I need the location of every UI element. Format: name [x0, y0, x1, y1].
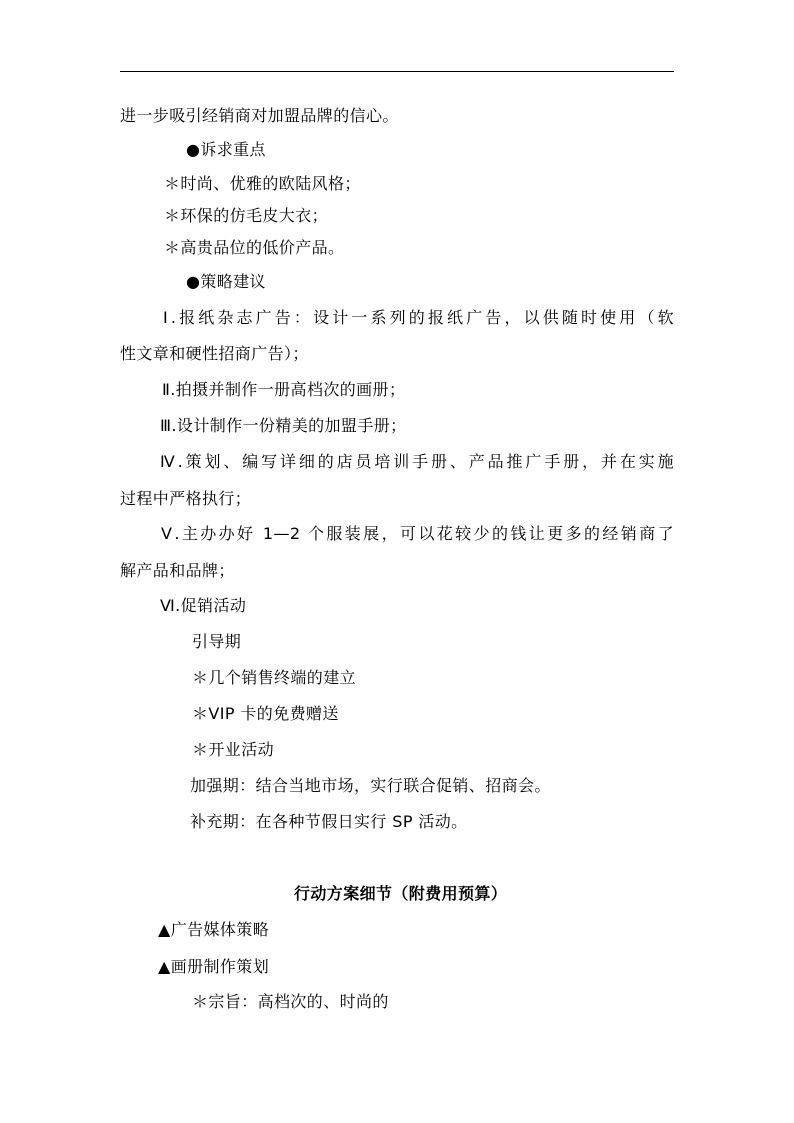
subsection-heading: ▲画册制作策划	[158, 957, 270, 976]
section-title: 行动方案细节（附费用预算）	[294, 884, 508, 903]
list-item: ＊开业活动	[192, 740, 275, 759]
list-item: ＊环保的仿毛皮大衣；	[164, 206, 329, 225]
list-item: ＊高贵品位的低价产品。	[164, 238, 345, 257]
list-item: ＊VIP 卡的免费赠送	[192, 704, 339, 723]
paragraph-line: Ⅲ.设计制作一份精美的加盟手册；	[160, 416, 407, 435]
paragraph-line: Ⅱ.拍摄并制作一册高档次的画册；	[162, 380, 406, 399]
list-item: ＊几个销售终端的建立	[192, 668, 357, 687]
paragraph-line: 解产品和品牌；	[120, 561, 235, 580]
subsection-heading: ▲广告媒体策略	[158, 920, 270, 939]
paragraph-line: Ⅵ.促销活动	[160, 596, 247, 615]
paragraph-line: 进一步吸引经销商对加盟品牌的信心。	[120, 106, 399, 125]
list-item: ＊宗旨：高档次的、时尚的	[192, 992, 389, 1011]
section-heading-strategy: ●策略建议	[186, 272, 266, 291]
list-item: ＊时尚、优雅的欧陆风格；	[164, 174, 361, 193]
header-rule	[120, 71, 674, 72]
paragraph-line: 补充期：在各种节假日实行 SP 活动。	[190, 812, 468, 831]
paragraph-line: 性文章和硬性招商广告）；	[120, 344, 309, 363]
section-heading-appeal-focus: ●诉求重点	[186, 140, 266, 159]
paragraph-line: Ⅳ.策划、编写详细的店员培训手册、产品推广手册，并在实施	[160, 452, 674, 471]
paragraph-line: Ⅰ.报纸杂志广告：设计一系列的报纸广告，以供随时使用（软	[163, 308, 674, 327]
paragraph-line: 加强期：结合当地市场，实行联合促销、招商会。	[190, 776, 551, 795]
paragraph-line: 过程中严格执行；	[120, 489, 252, 508]
paragraph-line: Ⅴ.主办办好 1—2 个服装展，可以花较少的钱让更多的经销商了	[161, 524, 674, 543]
paragraph-line: 引导期	[192, 632, 242, 651]
